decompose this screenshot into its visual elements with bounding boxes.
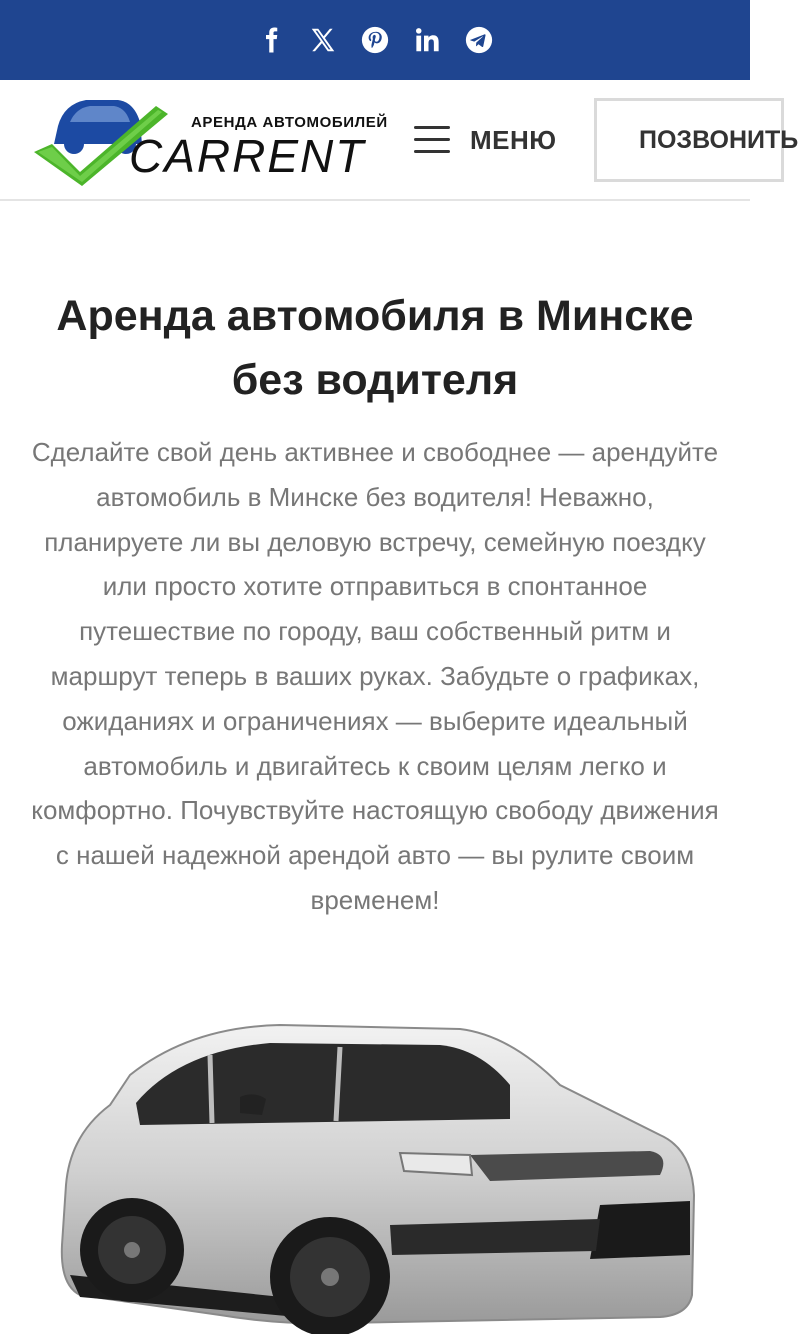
x-twitter-icon[interactable] [307,24,339,56]
call-button[interactable]: ПОЗВОНИТЬ [594,98,784,182]
site-header [0,80,798,201]
linkedin-icon[interactable] [411,24,443,56]
page-title: Аренда автомобиля в Минске без водителя [56,292,694,404]
suv-car-image [40,1015,720,1334]
telegram-icon[interactable] [463,24,495,56]
carrent-logo[interactable] [30,92,388,188]
intro-text: Сделайте свой день активнее и свободнее — арендуйте автомобиль в Минске без водителя! Неважно, планируете ли вы деловую встречу, семейную поездку или просто хотите отправиться в спонтанное путешествие по городу, ваш собственный ритм и маршрут теперь в ваших руках. Забудьте о графиках, ожиданиях и ограничениях — выберите идеальный автомобиль и двигайтесь к своим целям легко и комфортно. Почувствуйте настоящую свободу движения с нашей надежной арендой авто — вы рулите своим временем! [31,437,719,915]
menu-label: МЕНЮ [470,124,557,155]
hamburger-icon [414,126,450,154]
logo-name: CARRENT [129,130,366,182]
facebook-icon[interactable] [255,24,287,56]
social-bar [0,0,750,80]
logo-subtitle: АРЕНДА АВТОМОБИЛЕЙ [191,114,388,131]
menu-button[interactable] [414,120,557,160]
pinterest-icon[interactable] [359,24,391,56]
